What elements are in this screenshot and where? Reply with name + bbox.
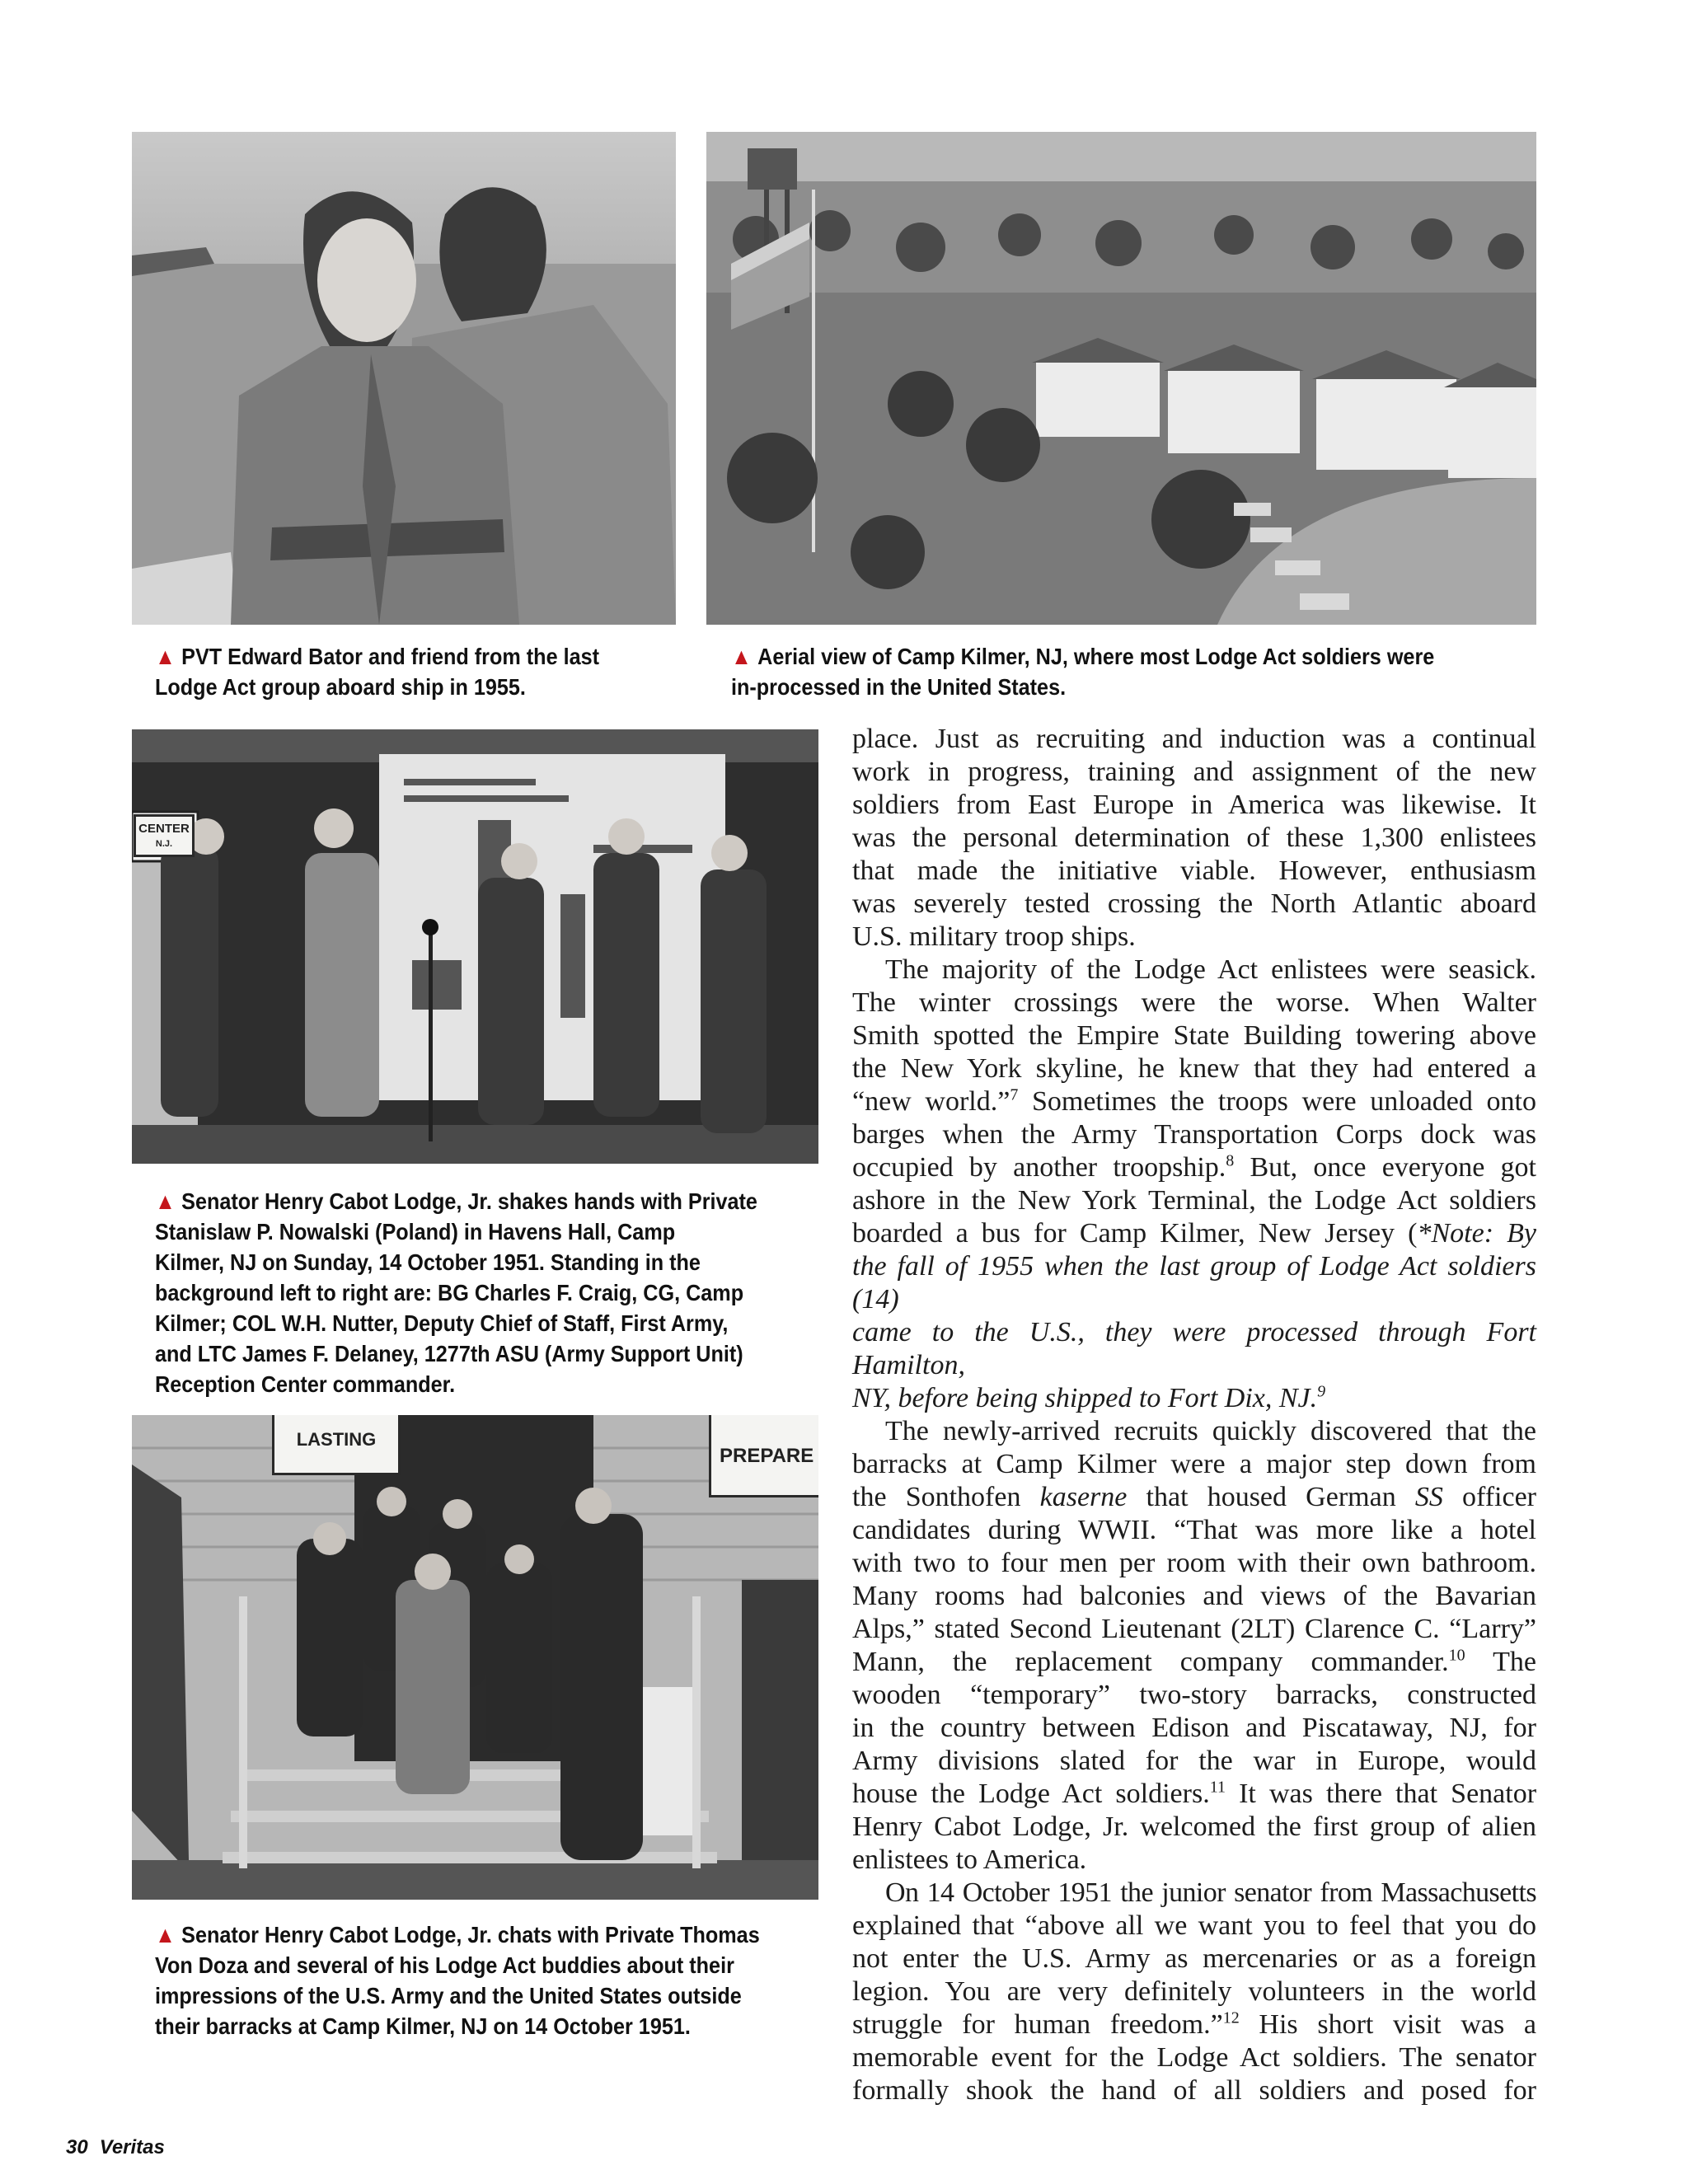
- endnote-10: 10: [1448, 1646, 1465, 1665]
- article-body: [852, 723, 1536, 2107]
- photo-camp-kilmer-aerial: [706, 132, 1536, 625]
- paragraph-3: The newly-arrived recruits quickly discovered that the barracks at Camp Kilmer were a major step down from the Sonthofen kaserne that housed German SS officer candidates during WWII. “That was more like a hotel with two to four men per room with their own bathroom. Many rooms had balconies and views of the Bavarian Alps,” stated Second Lieutenant (2LT) Clarence C. “Larry” Mann, the replacement company commander.$^{10}$ The wooden “temporary” two-story barracks, constructed in the country between Edison and Piscataway, NJ, for Army divisions slated for the war in Europe, would house the Lodge Act soldiers.$^{11}$ It was there that Senator Henry Cabot Lodge, Jr. welcomed the first group of alien enlistees to America.: [852, 1416, 1537, 1875]
- endnote-7: 7: [1010, 1085, 1019, 1104]
- photo1-caption: ▲ PVT Edward Bator and friend from the last Lodge Act group aboard ship in 1955.: [155, 644, 600, 700]
- endnote-9: 9: [1317, 1382, 1326, 1401]
- paragraph-1: place. Just as recruiting and induction was a continual work in progress, training and assignment of the new soldiers from East Europe in America was likewise. It was the personal determination of these 1,300 enlistees that made the initiative viable. However, enthusiasm was severely tested crossing the North Atlantic aboard U.S. military troop ships.: [852, 724, 1536, 952]
- paragraph-4: On 14 October 1951 the junior senator from Massachusetts explained that “above all we want you to feel that you do not enter the U.S. Army as mercenaries or as a foreign legion. You are very definitely volunteers in the world struggle for human freedom.”$^{12}$ His short visit was a memorable event for the Lodge Act soldiers. The senator formally shook the hand of all soldiers and posed for: [852, 1877, 1536, 2106]
- photo-soldiers-aboard-ship: [132, 132, 676, 625]
- page-number: 30: [66, 2136, 88, 2158]
- caption-triangle-icon: ▲: [155, 644, 176, 669]
- caption-triangle-icon: ▲: [731, 644, 752, 669]
- center-nj-sign: CENTER N.J.: [134, 814, 195, 857]
- page-footer: [66, 2136, 165, 2159]
- endnote-11: 11: [1209, 1778, 1226, 1797]
- caption-triangle-icon: ▲: [155, 1922, 176, 1947]
- lasting-sign: LASTING: [272, 1415, 401, 1475]
- photo2-caption: ▲ Aerial view of Camp Kilmer, NJ, where most Lodge Act soldiers were in-processed in the United States.: [731, 644, 1435, 700]
- endnote-12: 12: [1222, 2008, 1240, 2027]
- endnote-8: 8: [1226, 1151, 1235, 1170]
- prepare-sign: PREPARE: [709, 1415, 818, 1497]
- photo-senator-handshake: [132, 729, 818, 1164]
- paragraph-2: The majority of the Lodge Act enlistees were seasick. The winter crossings were the worse. When Walter Smith spotted the Empire State Building towering above the New York skyline, he knew that they had entered a “new world.”$^7$ Sometimes the troops were unloaded onto barges when the Army Transportation Corps dock was occupied by another troopship.$^8$ But, once everyone got ashore in the New York Terminal, the Lodge Act soldiers boarded a bus for Camp Kilmer, New Jersey (*Note: By the fall of 1955 when the last group of Lodge Act soldiers (14) came to the U.S., they were processed through Fort Hamilton, NY, before being shipped to Fort Dix, NJ.$^9$: [852, 954, 1536, 1413]
- photo3-caption: ▲ Senator Henry Cabot Lodge, Jr. shakes hands with Private Stanislaw P. Nowalski (Poland) in Havens Hall, Camp Kilmer, NJ on Sunday, 14 October 1951. Standing in the background left to right are: BG Charles F. Craig, CG, Camp Kilmer; COL W.H. Nutter, Deputy Chief of Staff, First Army, and LTC James F. Delaney, 1277th ASU (Army Support Unit) Reception Center commander.: [155, 1188, 757, 1397]
- caption-triangle-icon: ▲: [155, 1188, 176, 1214]
- publication-name: Veritas: [99, 2136, 165, 2158]
- photo4-caption: ▲ Senator Henry Cabot Lodge, Jr. chats with Private Thomas Von Doza and several of his Lodge Act buddies about their impressions of the U.S. Army and the United States outside their barracks at Camp Kilmer, NJ on 14 October 1951.: [155, 1922, 760, 2039]
